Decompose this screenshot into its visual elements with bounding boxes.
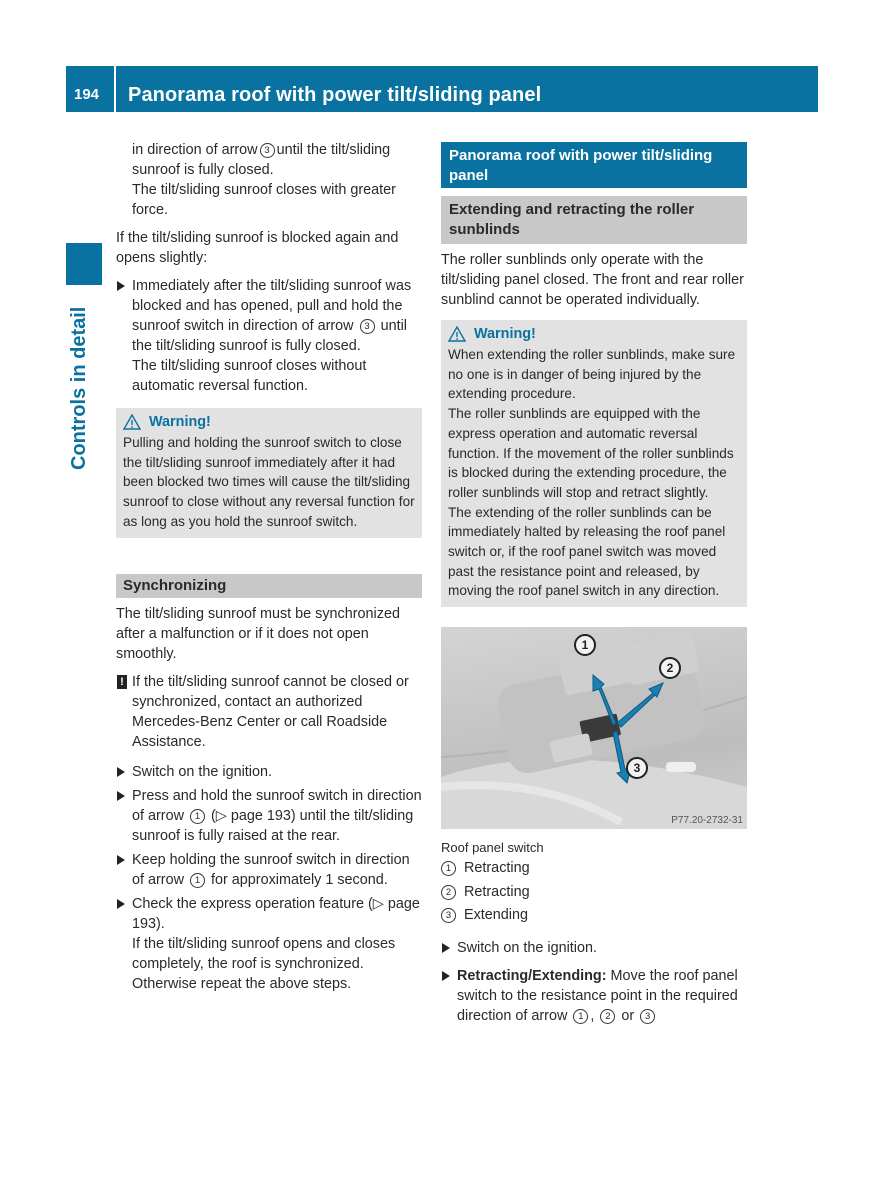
warning-heading: Warning!	[123, 414, 415, 430]
page-reference-link[interactable]: (▷ page 193) until the tilt/sliding sunroof is fully raised at the rear.	[132, 807, 414, 844]
page-title: Panorama roof with power tilt/sliding panel	[128, 84, 542, 106]
continued-step-result: The tilt/sliding sunroof closes with greater force.	[132, 182, 396, 218]
chapter-tab-marker	[66, 243, 102, 285]
figure-legend	[441, 857, 747, 928]
sunblind-step-2: Retracting/Extending: Move the roof panel switch to the resistance point in the required direction of arrow 1 , 2 or 3	[441, 966, 747, 1026]
section-heading-synchronizing: Synchronizing	[116, 574, 422, 598]
warning-text-2: The roller sunblinds are equipped with the express operation and automatic reversal function. If the movement of the roller sunblinds is blocked during the extending procedure, the roller sunblinds will stop and retract slightly.	[448, 406, 734, 500]
figure-code: P77.20-2732-31	[671, 815, 743, 827]
callout-1-icon: 1	[441, 861, 456, 876]
callout-3-icon: 3	[441, 908, 456, 923]
sync-note: ! If the tilt/sliding sunroof cannot be closed or synchronized, contact an authorized Mercedes-Benz Center or call Roadside Assistance.	[116, 672, 422, 752]
sync-step-4: Check the express operation feature (▷ page 193). If the tilt/sliding sunroof opens and closes completely, the roof is synchronized. Otherwise repeat the above steps.	[116, 894, 422, 994]
sync-intro: The tilt/sliding sunroof must be synchronized after a malfunction or if it does not open smoothly.	[116, 605, 400, 662]
subsection-heading-sunblinds: Extending and retracting the roller sunblinds	[441, 196, 747, 244]
legend-item: 3 Extending	[441, 904, 747, 928]
roof-panel-switch-figure	[441, 627, 747, 829]
arrow-3-callout-icon: 3	[640, 1009, 655, 1024]
section-heading-panorama-roof: Panorama roof with power tilt/sliding panel	[441, 142, 747, 188]
blocked-again-text: If the tilt/sliding sunroof is blocked again and opens slightly:	[116, 230, 399, 266]
left-column	[116, 140, 422, 998]
right-column	[441, 142, 747, 1030]
page-header	[66, 66, 818, 112]
page-reference-link[interactable]: Check the express operation feature (▷ page 193).	[132, 895, 420, 932]
page-number: 194	[66, 66, 116, 112]
figure-caption: Roof panel switch	[441, 840, 544, 856]
step-immediately: Immediately after the tilt/sliding sunroof was blocked and has opened, pull and hold the sunroof switch in direction of arrow 3 until the tilt/sliding sunroof is fully closed. The tilt/sliding sunroof closes without automatic reversal function.	[116, 276, 422, 396]
legend-item: 2 Retracting	[441, 881, 747, 905]
continued-step: in direction of arrow 3 until the tilt/sliding sunroof is fully closed.	[132, 142, 391, 178]
arrow-1-callout-icon: 1	[190, 873, 205, 888]
bullet-triangle-icon	[117, 899, 125, 909]
warning-heading: Warning!	[448, 326, 740, 342]
warning-text-3: The extending of the roller sunblinds can be immediately halted by releasing the roof panel switch or, if the roof panel switch was moved past the resistance point and released, by moving the roof panel switch in any direction.	[448, 504, 726, 599]
arrow-3-callout-icon: 3	[360, 319, 375, 334]
warning-text-1: When extending the roller sunblinds, make sure no one is in danger of being injured by the extending procedure.	[448, 347, 736, 402]
bullet-triangle-icon	[117, 855, 125, 865]
callout-2: 2	[659, 657, 681, 679]
arrow-1-callout-icon: 1	[573, 1009, 588, 1024]
arrow-3-callout-icon: 3	[260, 143, 275, 158]
warning-box-sunblinds	[441, 320, 747, 607]
chapter-label: Controls in detail	[68, 306, 90, 470]
arrow-1-callout-icon: 1	[190, 809, 205, 824]
sync-step-3: Keep holding the sunroof switch in direction of arrow 1 for approximately 1 second.	[116, 850, 422, 890]
warning-triangle-icon	[123, 414, 141, 430]
sunblinds-intro: The roller sunblinds only operate with the tilt/sliding panel closed. The front and rear roller sunblind cannot be operated individually.	[441, 252, 744, 308]
exclamation-note-icon: !	[117, 675, 127, 689]
bullet-triangle-icon	[117, 767, 125, 777]
bullet-triangle-icon	[442, 943, 450, 953]
warning-box-reversal	[116, 408, 422, 538]
sunblind-steps	[441, 938, 747, 1026]
callout-2-icon: 2	[441, 885, 456, 900]
callout-3: 3	[626, 757, 648, 779]
warning-text: Pulling and holding the sunroof switch to close the tilt/sliding sunroof immediately after it had been blocked two times will cause the tilt/sliding sunroof to close without any reversal function for as long as you hold the sunroof switch.	[123, 435, 415, 529]
sync-step-1: Switch on the ignition.	[116, 762, 422, 782]
sync-step-2: Press and hold the sunroof switch in direction of arrow 1 (▷ page 193) until the tilt/sliding sunroof is fully raised at the rear.	[116, 786, 422, 846]
legend-item: 1 Retracting	[441, 857, 747, 881]
warning-triangle-icon	[448, 326, 466, 342]
sync-steps	[116, 762, 422, 994]
bullet-triangle-icon	[117, 791, 125, 801]
bullet-triangle-icon	[117, 281, 125, 291]
callout-1: 1	[574, 634, 596, 656]
sunblind-step-1: Switch on the ignition.	[441, 938, 747, 958]
roof-console-illustration	[441, 627, 747, 829]
bullet-triangle-icon	[442, 971, 450, 981]
arrow-2-callout-icon: 2	[600, 1009, 615, 1024]
